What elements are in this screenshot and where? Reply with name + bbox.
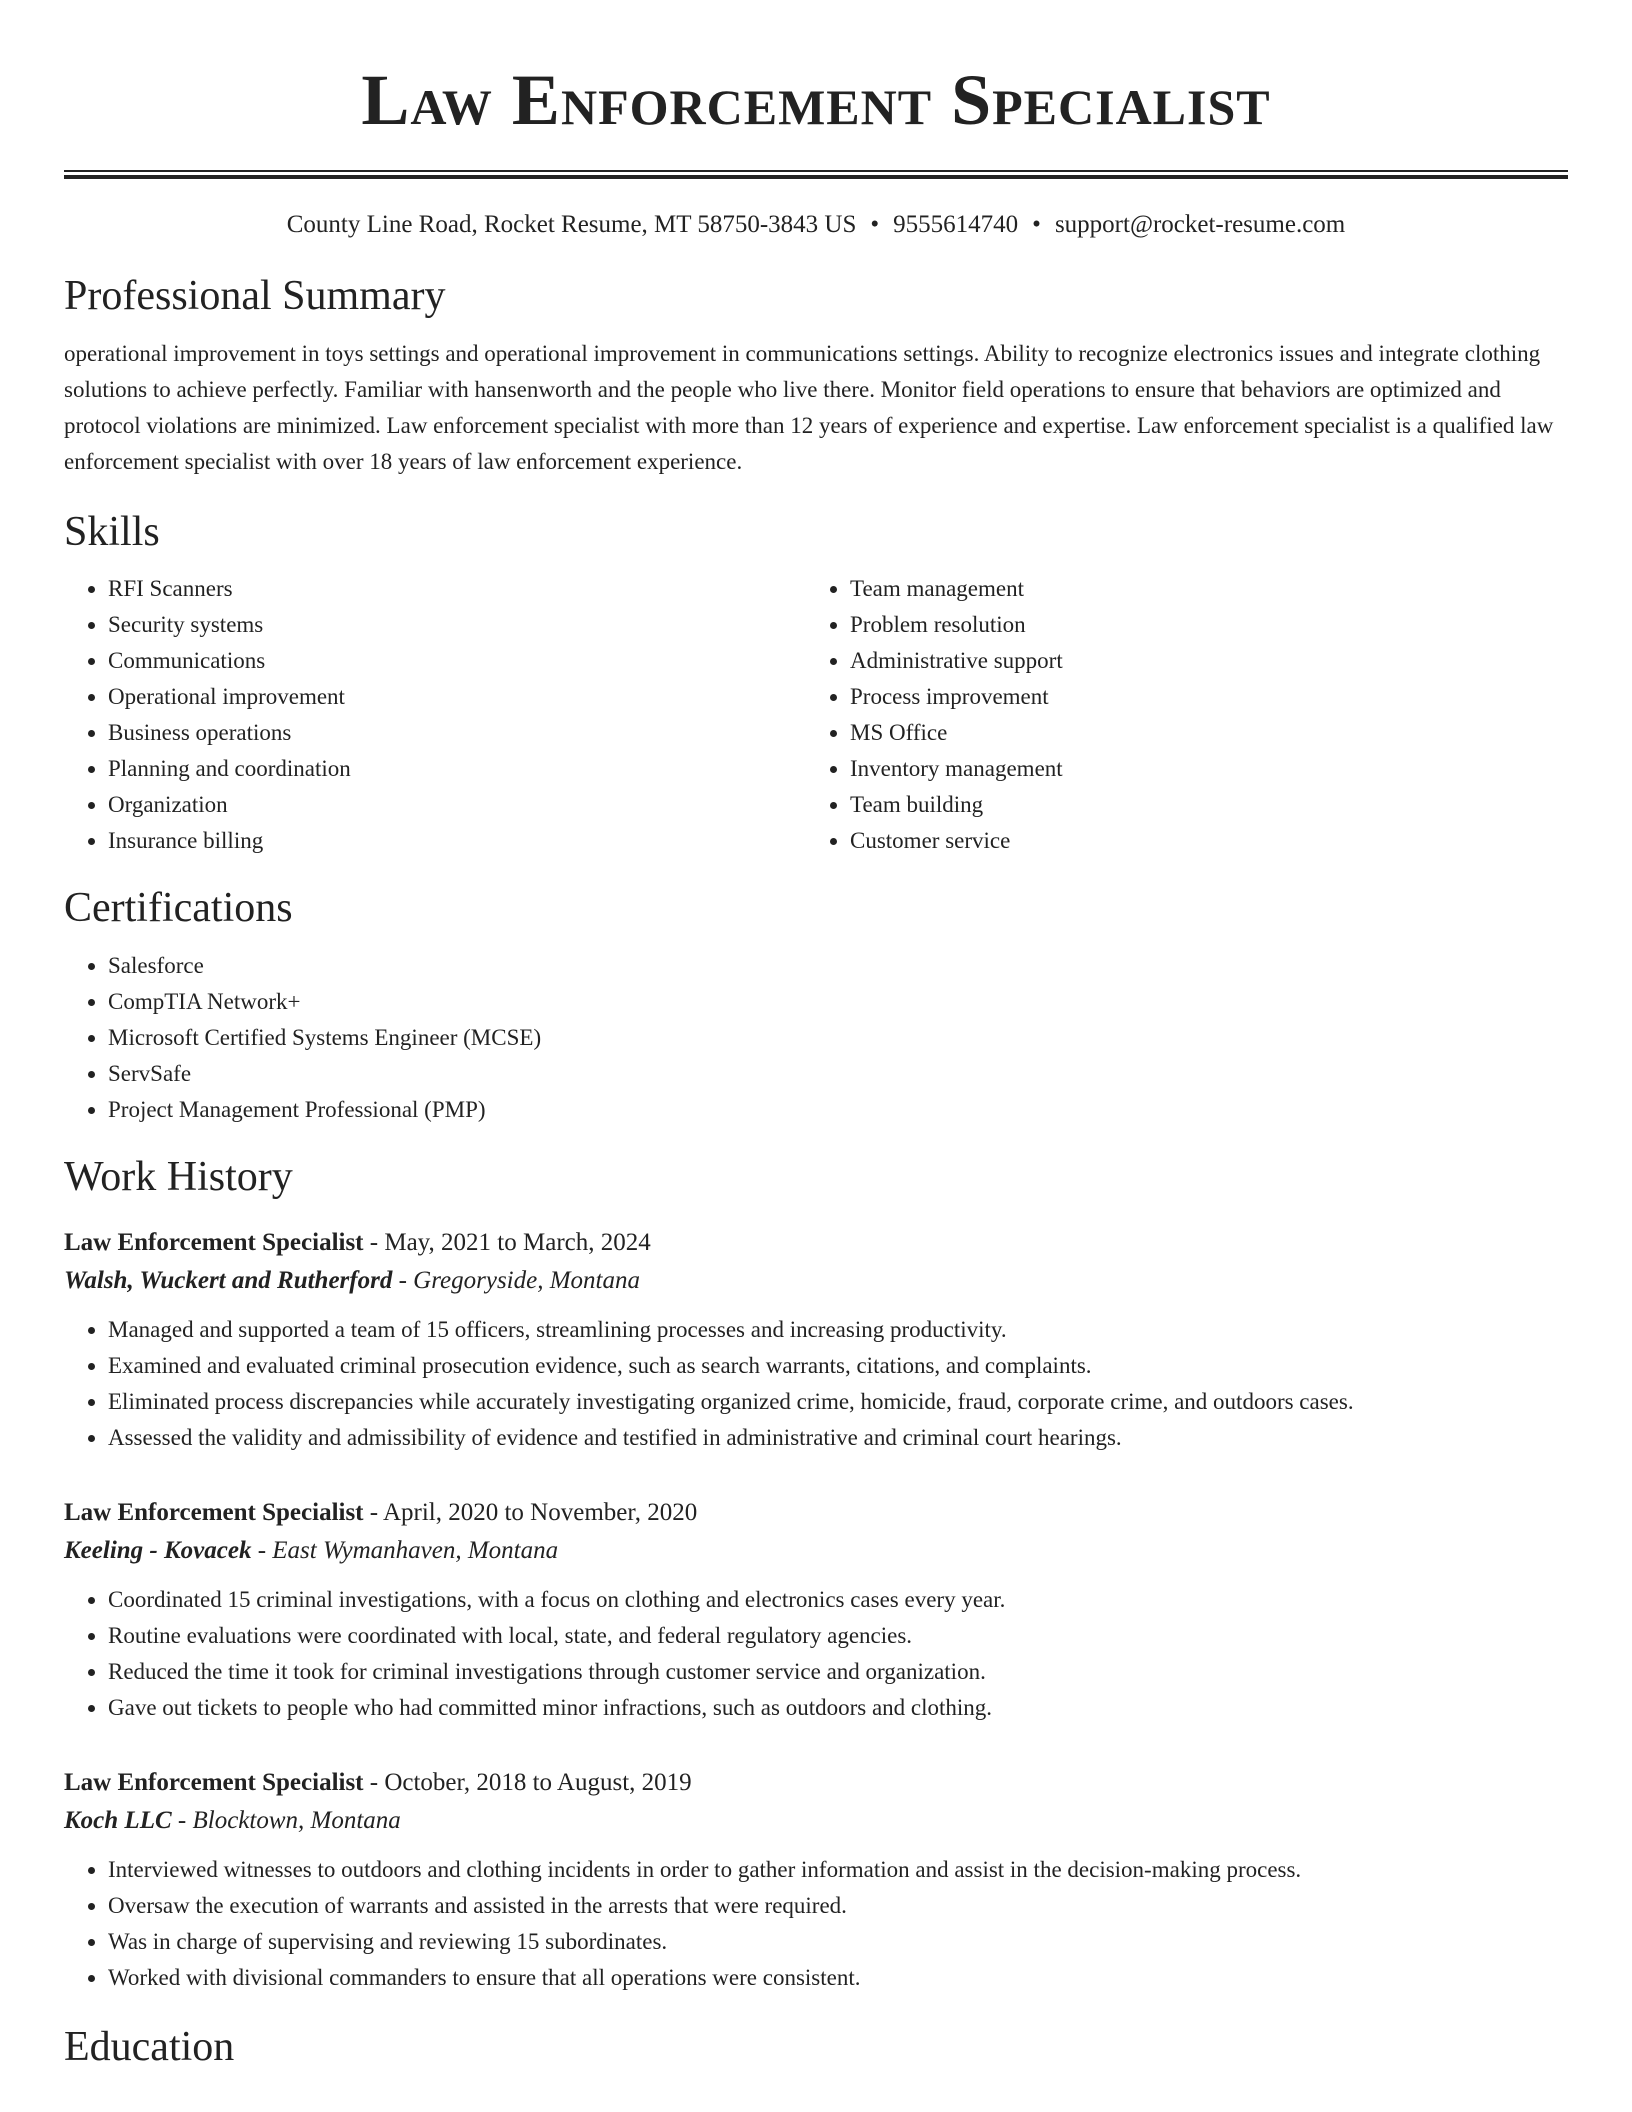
skill-item: • MS Office [850,715,1548,751]
skill-item: • Insurance billing [108,823,806,859]
job-bullet: • Examined and evaluated criminal prosecution evidence, such as search warrants, citations, and complaints. [108,1348,1568,1384]
contact-phone: 9555614740 [893,211,1019,238]
job-dates: - May, 2021 to March, 2024 [363,1229,651,1256]
certification-item: • CompTIA Network+ [108,984,1568,1020]
skill-item: • Communications [108,643,806,679]
job-company: Koch LLC [64,1807,172,1834]
skill-item: • Business operations [108,715,806,751]
work-history-heading: Work History [64,1154,293,1200]
job-bullet: • Routine evaluations were coordinated with local, state, and federal regulatory agencies. [108,1618,1568,1654]
skill-item: • Team management [850,571,1548,607]
job-bullets [64,1852,1568,1996]
job-entry [64,1224,1568,1456]
certifications-heading: Certifications [64,885,293,931]
skill-item: • Security systems [108,607,806,643]
job-company-line [64,1262,1568,1300]
job-company-line [64,1802,1568,1840]
skills-heading: Skills [64,509,160,555]
job-bullet: • Assessed the validity and admissibility of evidence and testified in administrative and criminal court hearings. [108,1420,1568,1456]
title-divider [64,170,1568,179]
job-company-line [64,1532,1568,1570]
job-bullet: • Worked with divisional commanders to ensure that all operations were consistent. [108,1960,1568,1996]
skills-list [64,571,1568,859]
certification-item: • Salesforce [108,948,1568,984]
skill-item: • Administrative support [850,643,1548,679]
job-bullet: • Oversaw the execution of warrants and assisted in the arrests that were required. [108,1888,1568,1924]
job-title-line [64,1494,1568,1532]
contact-address: County Line Road, Rocket Resume, MT 58750-3843 US [286,211,857,238]
job-company: Walsh, Wuckert and Rutherford [64,1267,393,1294]
resume-title: Law Enforcement Specialist [361,60,1271,140]
job-bullet: • Was in charge of supervising and reviewing 15 subordinates. [108,1924,1568,1960]
certifications-list [64,948,1568,1128]
job-bullet: • Managed and supported a team of 15 officers, streamlining processes and increasing productivity. [108,1312,1568,1348]
job-location: - Gregoryside, Montana [392,1267,640,1294]
job-title-line [64,1764,1568,1802]
job-bullets [64,1582,1568,1726]
job-title-line [64,1224,1568,1262]
skill-item: • Planning and coordination [108,751,806,787]
job-bullet: • Reduced the time it took for criminal investigations through customer service and organization. [108,1654,1568,1690]
contact-separator: • [870,211,880,238]
job-location: - East Wymanhaven, Montana [251,1537,559,1564]
job-entry [64,1764,1568,1996]
job-bullets [64,1312,1568,1456]
contact-email: support@rocket-resume.com [1054,211,1346,238]
job-company: Keeling - Kovacek [64,1537,252,1564]
job-dates: - October, 2018 to August, 2019 [363,1769,692,1796]
skill-item: • Customer service [850,823,1548,859]
certification-item: • Project Management Professional (PMP) [108,1092,1568,1128]
skill-item: • Problem resolution [850,607,1548,643]
certification-item: • ServSafe [108,1056,1568,1092]
job-entry [64,1494,1568,1726]
skill-item: • Inventory management [850,751,1548,787]
job-location: - Blocktown, Montana [171,1807,401,1834]
job-bullet: • Interviewed witnesses to outdoors and clothing incidents in order to gather information and assist in the decision-making process. [108,1852,1568,1888]
skills-column-right [806,571,1548,859]
job-bullet: • Coordinated 15 criminal investigations, with a focus on clothing and electronics cases every year. [108,1582,1568,1618]
skill-item: • Process improvement [850,679,1548,715]
contact-separator: • [1032,211,1041,238]
contact-line [64,209,1568,241]
summary-text: operational improvement in toys settings and operational improvement in communications settings. Ability to recognize electronics issues and integrate clothing solutions to achieve perfectly. Familiar with hansenworth and the people who live there. Monitor field operations to ensure that behaviors are optimized and protocol violations are minimized. Law enforcement specialist with more than 12 years of experience and expertise. Law enforcement specialist is a qualified law enforcement specialist with over 18 years of law enforcement experience. [64,341,1554,474]
skill-item: • RFI Scanners [108,571,806,607]
certification-item: • Microsoft Certified Systems Engineer (MCSE) [108,1020,1568,1056]
skill-item: • Organization [108,787,806,823]
skills-column-left [64,571,806,859]
skill-item: • Operational improvement [108,679,806,715]
job-title: Law Enforcement Specialist [64,1769,364,1796]
education-heading: Education [64,2024,235,2070]
job-bullet: • Gave out tickets to people who had committed minor infractions, such as outdoors and clothing. [108,1690,1568,1726]
skill-item: • Team building [850,787,1548,823]
job-bullet: • Eliminated process discrepancies while accurately investigating organized crime, homicide, fraud, corporate crime, and outdoors cases. [108,1384,1568,1420]
job-title: Law Enforcement Specialist [64,1499,364,1526]
job-title: Law Enforcement Specialist [64,1229,364,1256]
job-dates: - April, 2020 to November, 2020 [363,1499,698,1526]
summary-heading: Professional Summary [64,273,446,319]
